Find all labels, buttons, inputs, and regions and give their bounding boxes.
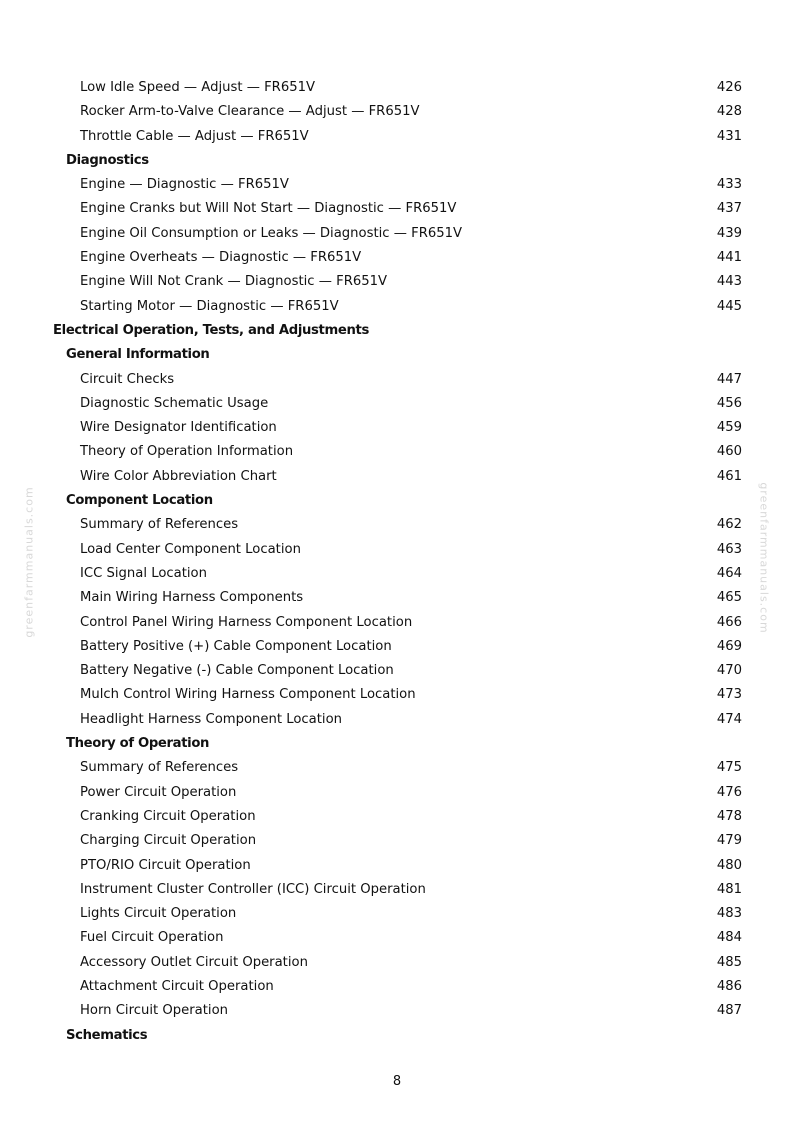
toc-section-heading[interactable] [0, 1024, 794, 1048]
toc-entry-page-number: 460 [716, 444, 742, 460]
toc-entry[interactable] [0, 951, 794, 975]
toc-entry-title: Theory of Operation [66, 736, 210, 752]
watermark-left: greenfarmmanuals.com [22, 486, 36, 638]
toc-entry-title: Attachment Circuit Operation [80, 978, 274, 994]
toc-entry-title: Starting Motor — Diagnostic — FR651V [80, 298, 339, 314]
toc-entry[interactable] [0, 562, 794, 586]
toc-entry-title: ICC Signal Location [80, 565, 207, 581]
toc-entry-title: Electrical Operation, Tests, and Adjustments [53, 322, 369, 338]
toc-entry[interactable] [0, 538, 794, 562]
toc-entry-page-number: 476 [716, 784, 742, 800]
toc-entry-title: Wire Designator Identification [80, 420, 277, 436]
toc-entry[interactable] [0, 854, 794, 878]
toc-entry-title: PTO/RIO Circuit Operation [80, 857, 251, 873]
toc-section-heading[interactable] [0, 343, 794, 367]
toc-entry[interactable] [0, 708, 794, 732]
toc-entry-page-number: 481 [716, 881, 742, 897]
toc-entry[interactable] [0, 100, 794, 124]
toc-section-heading[interactable] [0, 732, 794, 756]
toc-entry-title: Lights Circuit Operation [80, 906, 237, 922]
toc-entry[interactable] [0, 295, 794, 319]
toc-entry-page-number: 479 [716, 833, 742, 849]
toc-entry[interactable] [0, 878, 794, 902]
toc-entry-title: Diagnostic Schematic Usage [80, 395, 269, 411]
toc-entry-page-number: 473 [716, 687, 742, 703]
toc-entry[interactable] [0, 683, 794, 707]
toc-entry-page-number: 462 [716, 517, 742, 533]
toc-entry[interactable] [0, 756, 794, 780]
toc-entry-page-number: 484 [716, 930, 742, 946]
watermark-right: greenfarmmanuals.com [757, 482, 771, 634]
toc-entry-title: Schematics [66, 1027, 148, 1043]
toc-entry[interactable] [0, 246, 794, 270]
toc-entry[interactable] [0, 513, 794, 537]
toc-entry-title: Accessory Outlet Circuit Operation [80, 954, 308, 970]
toc-entry-page-number: 445 [716, 298, 742, 314]
toc-entry[interactable] [0, 368, 794, 392]
toc-entry[interactable] [0, 392, 794, 416]
toc-entry-title: Mulch Control Wiring Harness Component Location [80, 687, 416, 703]
toc-entry-page-number: 474 [716, 711, 742, 727]
toc-entry-page-number: 485 [716, 954, 742, 970]
toc-entry[interactable] [0, 659, 794, 683]
toc-entry[interactable] [0, 416, 794, 440]
toc-entry[interactable] [0, 270, 794, 294]
toc-entry[interactable] [0, 975, 794, 999]
toc-entry-page-number: 447 [716, 371, 742, 387]
toc-entry-title: Throttle Cable — Adjust — FR651V [80, 128, 309, 144]
toc-entry-page-number: 470 [716, 663, 742, 679]
toc-entry-title: Low Idle Speed — Adjust — FR651V [80, 80, 316, 95]
toc-entry-page-number: 487 [716, 1003, 742, 1019]
toc-entry-page-number: 469 [716, 638, 742, 654]
toc-entry-title: General Information [66, 347, 210, 363]
toc-entry-title: Component Location [66, 493, 213, 509]
toc-entry-title: Battery Positive (+) Cable Component Location [80, 638, 392, 654]
toc-section-heading[interactable] [0, 489, 794, 513]
toc-entry-page-number: 463 [716, 541, 742, 557]
toc-entry-page-number: 475 [716, 760, 742, 776]
toc-entry-title: Theory of Operation Information [80, 444, 294, 460]
toc-entry-title: Rocker Arm-to-Valve Clearance — Adjust — FR651V [80, 104, 420, 120]
toc-entry[interactable] [0, 173, 794, 197]
toc-entry-title: Circuit Checks [80, 371, 175, 387]
toc-entry-title: Diagnostics [66, 152, 149, 168]
table-of-contents [0, 76, 794, 1048]
toc-section-heading[interactable] [0, 149, 794, 173]
toc-entry-page-number: 426 [716, 80, 742, 95]
toc-entry-page-number: 437 [716, 201, 742, 217]
toc-entry-page-number: 456 [716, 395, 742, 411]
toc-entry-title: Charging Circuit Operation [80, 833, 257, 849]
toc-entry-page-number: 461 [716, 468, 742, 484]
toc-entry[interactable] [0, 465, 794, 489]
toc-entry-title: Engine Will Not Crank — Diagnostic — FR651V [80, 274, 388, 290]
toc-entry-title: Engine Cranks but Will Not Start — Diagnostic — FR651V [80, 201, 457, 217]
toc-entry-page-number: 464 [716, 565, 742, 581]
toc-entry-title: Headlight Harness Component Location [80, 711, 343, 727]
toc-entry[interactable] [0, 829, 794, 853]
toc-entry[interactable] [0, 222, 794, 246]
toc-entry-page-number: 431 [716, 128, 742, 144]
toc-entry-title: Engine Oil Consumption or Leaks — Diagnostic — FR651V [80, 225, 463, 241]
toc-entry[interactable] [0, 197, 794, 221]
toc-entry-page-number: 428 [716, 104, 742, 120]
toc-entry[interactable] [0, 586, 794, 610]
toc-entry-page-number: 439 [716, 225, 742, 241]
toc-entry-title: Control Panel Wiring Harness Component Location [80, 614, 413, 630]
toc-entry-page-number: 480 [716, 857, 742, 873]
toc-entry-title: Power Circuit Operation [80, 784, 237, 800]
toc-entry-page-number: 443 [716, 274, 742, 290]
toc-entry[interactable] [0, 926, 794, 950]
toc-entry-title: Cranking Circuit Operation [80, 808, 256, 824]
toc-entry-title: Horn Circuit Operation [80, 1003, 228, 1019]
toc-entry-page-number: 478 [716, 808, 742, 824]
toc-section-heading[interactable] [0, 319, 794, 343]
toc-entry[interactable] [0, 440, 794, 464]
toc-entry-page-number: 483 [716, 906, 742, 922]
toc-entry-title: Battery Negative (-) Cable Component Location [80, 663, 394, 679]
toc-entry-title: Summary of References [80, 517, 239, 533]
toc-entry-title: Load Center Component Location [80, 541, 301, 557]
toc-entry[interactable] [0, 999, 794, 1023]
toc-entry-title: Instrument Cluster Controller (ICC) Circuit Operation [80, 881, 426, 897]
toc-entry-title: Wire Color Abbreviation Chart [80, 468, 277, 484]
toc-entry[interactable] [0, 902, 794, 926]
toc-entry-page-number: 441 [716, 250, 742, 266]
toc-entry-page-number: 466 [716, 614, 742, 630]
toc-entry-title: Engine — Diagnostic — FR651V [80, 177, 289, 193]
toc-entry[interactable] [0, 781, 794, 805]
toc-entry-title: Summary of References [80, 760, 239, 776]
toc-entry-title: Main Wiring Harness Components [80, 590, 304, 606]
toc-entry[interactable] [0, 805, 794, 829]
toc-entry-title: Fuel Circuit Operation [80, 930, 224, 946]
toc-entry-page-number: 486 [716, 978, 742, 994]
toc-entry-title: Engine Overheats — Diagnostic — FR651V [80, 250, 362, 266]
toc-entry[interactable] [0, 611, 794, 635]
toc-entry[interactable] [0, 635, 794, 659]
toc-entry-page-number: 465 [716, 590, 742, 606]
page-number: 8 [392, 1074, 402, 1089]
toc-entry-page-number: 433 [716, 177, 742, 193]
toc-entry-page-number: 459 [716, 420, 742, 436]
toc-entry[interactable] [0, 76, 794, 100]
toc-entry[interactable] [0, 125, 794, 149]
